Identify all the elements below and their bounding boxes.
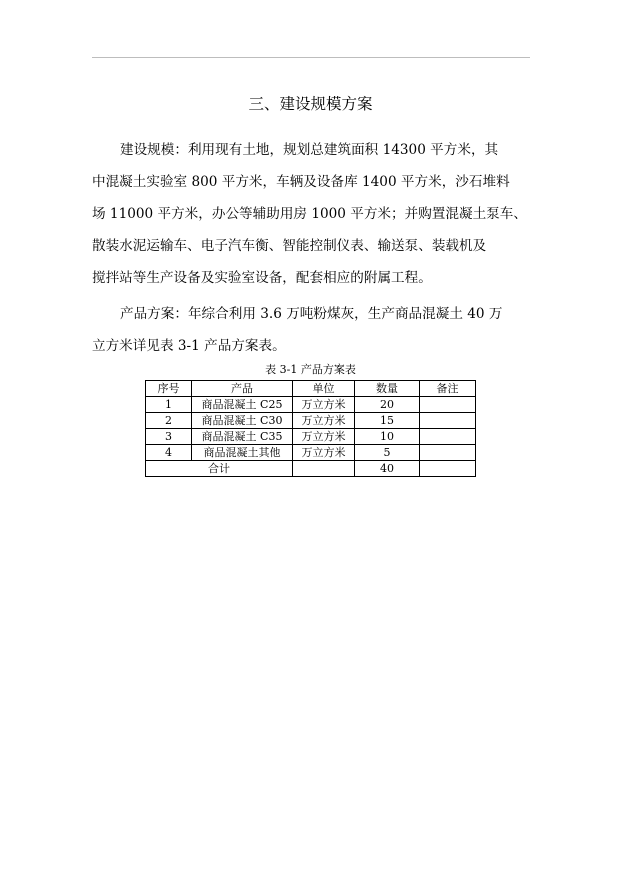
- header-unit: 单位: [293, 381, 355, 397]
- cell-quantity: 10: [355, 429, 420, 445]
- header-note: 备注: [420, 381, 476, 397]
- cell-unit: 万立方米: [293, 445, 355, 461]
- table-row: [146, 445, 476, 461]
- cell-quantity: 5: [355, 445, 420, 461]
- scale-line: 搅拌站等生产设备及实验室设备，配套相应的附属工程。: [92, 270, 432, 286]
- total-note: [420, 461, 476, 477]
- table-header-row: [146, 381, 476, 397]
- cell-product: 商品混凝土 C25: [192, 397, 293, 413]
- cell-index: 1: [146, 397, 192, 413]
- cell-quantity: 15: [355, 413, 420, 429]
- scale-line: 中混凝土实验室 800 平方米，车辆及设备库 1400 平方米，沙石堆料: [92, 174, 510, 190]
- cell-unit: 万立方米: [293, 397, 355, 413]
- cell-note: [420, 445, 476, 461]
- header-quantity: 数量: [355, 381, 420, 397]
- table-row: [146, 429, 476, 445]
- table-total-row: [146, 461, 476, 477]
- scale-line: 场 11000 平方米，办公等辅助用房 1000 平方米；并购置混凝土泵车、: [92, 206, 527, 222]
- cell-unit: 万立方米: [293, 429, 355, 445]
- cell-product: 商品混凝土 C30: [192, 413, 293, 429]
- header-rule: [92, 57, 530, 58]
- scale-line: 散装水泥运输车、电子汽车衡、智能控制仪表、输送泵、装载机及: [92, 238, 487, 254]
- table-row: [146, 413, 476, 429]
- product-table: [145, 380, 476, 477]
- cell-product: 商品混凝土 C35: [192, 429, 293, 445]
- cell-note: [420, 397, 476, 413]
- scale-paragraph: [92, 140, 538, 300]
- cell-unit: 万立方米: [293, 413, 355, 429]
- product-paragraph: [92, 304, 538, 360]
- header-product: 产品: [192, 381, 293, 397]
- cell-index: 4: [146, 445, 192, 461]
- total-quantity: 40: [355, 461, 420, 477]
- cell-product: 商品混凝土其他: [192, 445, 293, 461]
- product-line: 产品方案：年综合利用 3.6 万吨粉煤灰，生产商品混凝土 40 万: [120, 306, 503, 322]
- cell-index: 2: [146, 413, 192, 429]
- total-label: 合计: [146, 461, 293, 477]
- section-heading: 三、建设规模方案: [248, 95, 373, 113]
- cell-index: 3: [146, 429, 192, 445]
- product-line: 立方米详见表 3-1 产品方案表。: [92, 338, 286, 354]
- table-row: [146, 397, 476, 413]
- cell-note: [420, 429, 476, 445]
- total-unit: [293, 461, 355, 477]
- cell-quantity: 20: [355, 397, 420, 413]
- cell-note: [420, 413, 476, 429]
- scale-line: 建设规模：利用现有土地，规划总建筑面积 14300 平方米，其: [120, 142, 499, 158]
- table-caption: 表 3-1 产品方案表: [265, 363, 356, 376]
- header-index: 序号: [146, 381, 192, 397]
